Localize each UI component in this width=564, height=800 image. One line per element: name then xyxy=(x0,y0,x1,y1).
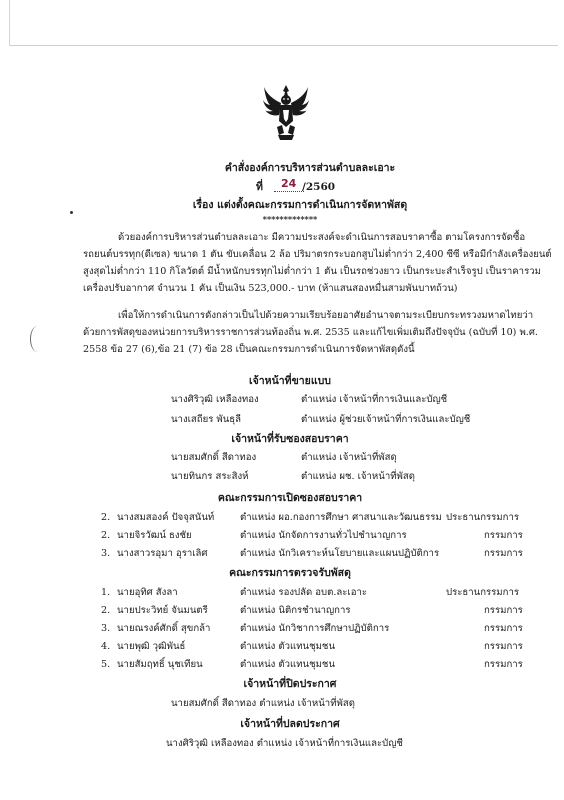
inspection-member-4-role: กรรมการ xyxy=(484,641,523,652)
removal-officer-heading: เจ้าหน้าที่ปลดประกาศ xyxy=(240,718,340,730)
sellers-heading: เจ้าหน้าที่ขายแบบ xyxy=(249,375,331,387)
receivers-heading: เจ้าหน้าที่รับซองสอบราคา xyxy=(231,433,349,445)
paragraph-2-line-3: 2558 ข้อ 27 (6),ข้อ 21 (7) ข้อ 28 เป็นคณะกรรมการดำเนินการจัดหาพัสดุดังนี้ xyxy=(83,344,415,355)
inspection-committee-heading: คณะกรรมการตรวจรับพัสดุ xyxy=(229,567,351,579)
opening-member-2-name: นายจิรวัฒน์ ธงชัย xyxy=(117,530,192,541)
opening-member-3-position: ตำแหน่ง นักวิเคราะห์นโยบายและแผนปฏิบัติการ xyxy=(240,548,440,559)
separator-stars: ************* xyxy=(262,214,318,224)
inspection-member-4-position: ตำแหน่ง ตัวแทนชุมชน xyxy=(240,641,336,652)
removal-officer-line: นางศิริวุฒิ เหลืองทอง ตำแหน่ง เจ้าหน้าที่การเงินและบัญชี xyxy=(166,738,403,749)
seller-1-position: ตำแหน่ง เจ้าหน้าที่การเงินและบัญชี xyxy=(301,394,448,405)
garuda-emblem-icon xyxy=(262,83,310,141)
seller-1-name: นางศิริวุฒิ เหลืองทอง xyxy=(171,394,259,405)
inspection-member-2-name: นายประวิทย์ จันมนตรี xyxy=(117,605,208,616)
inspection-member-3-name: นายณรงค์ศักดิ์ สุขกล้า xyxy=(117,623,211,634)
opening-member-1-role: ประธานกรรมการ xyxy=(446,512,519,523)
posting-officer-line: นายสมศักดิ์ สีดาทอง ตำแหน่ง เจ้าหน้าที่พัสดุ xyxy=(171,698,355,709)
scan-speck xyxy=(70,211,73,214)
inspection-member-2-number: 2. xyxy=(101,605,111,616)
receiver-1-name: นายสมศักดิ์ สีดาทอง xyxy=(171,452,257,463)
opening-member-1-number: 2. xyxy=(101,512,111,523)
inspection-member-5-role: กรรมการ xyxy=(484,659,523,670)
inspection-member-3-position: ตำแหน่ง นักวิชาการศึกษาปฏิบัติการ xyxy=(240,623,390,634)
inspection-member-5-position: ตำแหน่ง ตัวแทนชุมชน xyxy=(240,659,336,670)
inspection-member-2-role: กรรมการ xyxy=(484,605,523,616)
opening-member-3-name: นางสาวรอุมา อุราเลิศ xyxy=(117,548,208,559)
order-number-prefix: ที่ xyxy=(256,181,263,193)
paragraph-1-line-1: ด้วยองค์การบริหารส่วนตำบลละเอาะ มีความประสงค์จะดำเนินการสอบราคาซื้อ ตามโครงการจัดซื้อ xyxy=(118,232,526,243)
inspection-member-1-name: นายอุทิศ สังลา xyxy=(117,587,178,598)
order-number-underline xyxy=(274,191,304,192)
scan-border-line xyxy=(10,45,558,46)
inspection-member-4-number: 4. xyxy=(101,641,111,652)
order-number-suffix: /2560 xyxy=(302,181,336,193)
posting-officer-heading: เจ้าหน้าที่ปิดประกาศ xyxy=(243,678,337,690)
receiver-1-position: ตำแหน่ง เจ้าหน้าที่พัสดุ xyxy=(301,452,397,463)
order-number-handwritten: 24 xyxy=(281,177,297,190)
inspection-member-3-role: กรรมการ xyxy=(484,623,523,634)
receiver-2-name: นายทินกร สระสิงห์ xyxy=(171,471,249,482)
paragraph-1-line-4: เครื่องปรับอากาศ จำนวน 1 คัน เป็นเงิน 523,000.- บาท (ห้าแสนสองหมื่นสามพันบาทถ้วน) xyxy=(83,283,458,294)
seller-2-name: นางเสถียร พันธุลี xyxy=(171,414,242,425)
paragraph-2-line-2: ด้วยการพัสดุของหน่วยการบริหารราชการส่วนท้องถิ่น พ.ศ. 2535 และแก้ไขเพิ่มเติมถึงปัจจุบัน (ฉบับที่ 10) พ.ศ. xyxy=(83,327,538,338)
receiver-2-position: ตำแหน่ง ผช. เจ้าหน้าที่พัสดุ xyxy=(301,471,415,482)
paragraph-2-line-1: เพื่อให้การดำเนินการดังกล่าวเป็นไปด้วยความเรียบร้อยอาศัยอำนาจตามระเบียบกระทรวงมหาดไทยว่า xyxy=(118,310,534,321)
punch-hole-mark xyxy=(30,326,45,352)
inspection-member-5-name: นายสัมฤทธิ์ นุชเทียน xyxy=(117,659,203,670)
inspection-member-1-position: ตำแหน่ง รองปลัด อบต.ละเอาะ xyxy=(240,587,368,598)
inspection-member-1-number: 1. xyxy=(101,587,111,598)
paragraph-1-line-3: สูงสุดไม่ต่ำกว่า 110 กิโลวัตต์ มีน้ำหนักบรรทุกไม่ต่ำกว่า 1 ตัน เป็นรถช่วงยาว เป็นกระบะสำเร็จรูป เป็นราคารวม xyxy=(83,266,541,277)
opening-committee-heading: คณะกรรมการเปิดซองสอบราคา xyxy=(217,492,363,504)
opening-member-1-name: นางสมสองค์ ปัจจุสนันท์ xyxy=(117,512,215,523)
inspection-member-1-role: ประธานกรรมการ xyxy=(446,587,519,598)
inspection-member-3-number: 3. xyxy=(101,623,111,634)
inspection-member-4-name: นายพุฒิ วุฒิพันธ์ xyxy=(117,641,186,652)
inspection-member-2-position: ตำแหน่ง นิติกรชำนาญการ xyxy=(240,605,351,616)
inspection-member-5-number: 5. xyxy=(101,659,111,670)
scan-edge-line xyxy=(9,0,10,46)
opening-member-3-role: กรรมการ xyxy=(484,548,523,559)
opening-member-2-position: ตำแหน่ง นักจัดการงานทั่วไปชำนาญการ xyxy=(240,530,407,541)
opening-member-2-role: กรรมการ xyxy=(484,530,523,541)
seller-2-position: ตำแหน่ง ผู้ช่วยเจ้าหน้าที่การเงินและบัญชี xyxy=(301,414,471,425)
order-title: คำสั่งองค์การบริหารส่วนตำบลละเอาะ xyxy=(224,162,396,174)
opening-member-1-position: ตำแหน่ง ผอ.กองการศึกษา ศาสนาและวัฒนธรรม xyxy=(240,512,442,523)
opening-member-2-number: 2. xyxy=(101,530,111,541)
paragraph-1-line-2: รถยนต์บรรทุก(ดีเซล) ขนาด 1 ตัน ขับเคลื่อน 2 ล้อ ปริมาตรกระบอกสูบไม่ต่ำกว่า 2,400 ซีซี หรือมีกำลังเครื่องยนต์ xyxy=(83,249,552,260)
opening-member-3-number: 3. xyxy=(101,548,111,559)
order-subject: เรื่อง แต่งตั้งคณะกรรมการดำเนินการจัดหาพัสดุ xyxy=(192,199,408,211)
